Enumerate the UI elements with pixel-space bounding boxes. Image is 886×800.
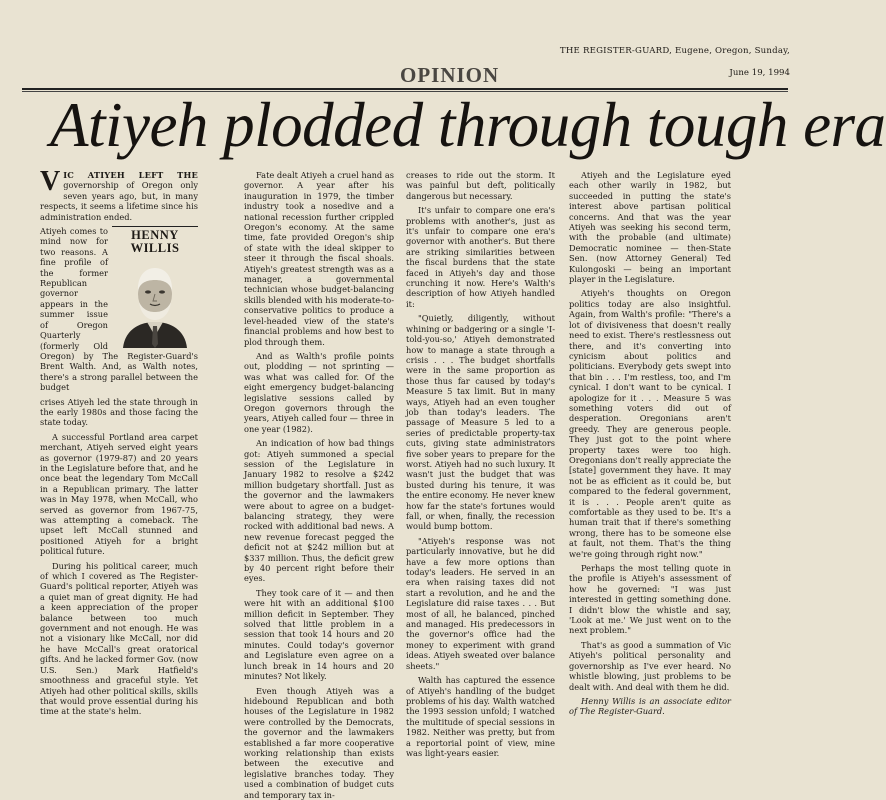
column-byline: HENNY WILLIS: [130, 228, 180, 256]
column-sig: [112, 226, 198, 348]
paragraph: During his political career, much of which I covered as The Register-Guard's political reporter, Atiyeh was a quiet man of great dignity. He had a keen appreciation of the proper balance between too much government and not enough. He was not a visionary like McCall, nor did he have McCall's great oratorical gifts. And he lacked former Gov. (now U.S. Sen.) Mark Hatfield's smoothness and graceful style. Yet Atiyeh had other political skills, skills that would prove essential during his time at the state's helm.: [40, 560, 199, 717]
paragraph: Atiyeh and the Legislature eyed each other warily in 1982, but succeeded in putting the state's interest above partisan political concerns. And that was the year Atiyeh was seeking his second term, with the probable (and ultimate) Democratic nominee — then-State Sen. (now Attorney General) Ted Kulongoski — being an important player in the Legislature.: [569, 170, 731, 285]
paragraph: Fate dealt Atiyeh a cruel hand as governor. A year after his inauguration in 1979, the timber industry took a nosedive and a national recession further crippled Oregon's economy. At the same time, fate provided Oregon's ship of state with the ideal skipper to steer it through the fiscal shoals. Atiyeh's greatest strength was as a manager, a governmental technician whose budget-balancing skills blended with his moderate-to-conservative politics to produce a level-headed view of the state's financial problems and how best to plod through them.: [244, 170, 394, 347]
article-column-2: [244, 170, 394, 800]
paragraph: And as Walth's profile points out, plodding — not sprinting — was what was called for. Of the eight emergency budget-balancing legislative sessions called by Oregon governors through the years, Atiyeh called four — three in one year (1982).: [244, 350, 394, 434]
paragraph: They took care of it — and then were hit with an additional $100 million deficit in September. They solved that little problem in a session that took 14 hours and 20 minutes. Could today's governor and Legislature even agree on a lunch break in 14 hours and 20 minutes? Not likely.: [244, 587, 394, 682]
publication-date: June 19, 1994: [729, 68, 790, 78]
article-column-3: [406, 170, 555, 758]
paragraph-continued: crises Atiyeh led the state through in the early 1980s and those facing the state today.: [40, 396, 198, 428]
lead-caps: IC ATIYEH LEFT THE: [63, 170, 198, 180]
paragraph: Atiyeh's thoughts on Oregon politics today are also insightful. Again, from Walth's profile: "There's a lot of divisiveness that doesn't really need to exist. There's restlessness out there, and it's converting into cynicism about politics and politicians. Everybody gets swept into that bin . . . I'm restless, too, and I'm cynical. I don't want to be cynical. I apologize for it . . . Measure 5 was something voters did out of desperation. Oregonians aren't greedy. They are generous people. They just got to the point where property taxes were too high. Oregonians don't really appreciate the [state] government they have. It may not be as efficient as it could be, but compared to the federal government, it is . . . People aren't quite as comfortable as they used to be. It's a human trait that if there's something wrong, there has to be someone else at fault, not them. That's the thing we're going through right now.": [569, 288, 731, 559]
paragraph-wrap: Atiyeh comes to mind now for two reasons. A fine profile of the former Republican governor appears in the summer issue of Oregon Quarterly (formerly Old Oregon) by The Register-Guard's Brent Walth. And, as Walth notes, there's a strong parallel between the budget: [40, 226, 198, 393]
lead-paragraph: [40, 166, 198, 222]
paragraph: "Quietly, diligently, without whining or badgering or a single 'I-told-you-so,' Atiyeh demonstrated how to manage a state through a crisis . . . The budget shortfalls were in the same proportion as those thus far caused by today's Measure 5 tax limit. But in many ways, Atiyeh had an even tougher job than today's leaders. The passage of Measure 5 led to a series of predictable property-tax cuts, giving state administrators five sober years to prepare for the worst. Atiyeh had no such luxury. It wasn't just the budget that was busted during his tenure, it was the entire economy. He never knew how far the state's fortunes would fall, or when, finally, the recession would bump bottom.: [406, 313, 555, 532]
paragraph: "Atiyeh's response was not particularly innovative, but he did have a few more options than today's leaders. He served in an era when raising taxes did not start a revolution, and he and the Legislature did raise taxes . . . But most of all, he balanced, pinched and managed. His predecessors in the governor's office had the money to experiment with grand ideas. Atiyeh sweated over balance sheets.": [406, 535, 555, 671]
drop-cap: V: [40, 166, 61, 197]
paragraph: Perhaps the most telling quote in the profile is Atiyeh's assessment of how he governed: "I was just interested in getting something done. I didn't blow the whistle and say, 'Look at me.' We just went on to the next problem.": [569, 563, 731, 636]
paragraph: A successful Portland area carpet merchant, Atiyeh served eight years as governor (1979-87) and 20 years in the Legislature before that, and he once beat the legendary Tom McCall in a Republican primary. The latter was in May 1978, when McCall, who served as governor from 1967-75, was attempting a comeback. The upset left McCall stunned and positioned Atiyeh for a bright political future.: [40, 431, 198, 557]
paragraph: That's as good a summation of Vic Atiyeh's political personality and governorship as I've ever heard. No whistle blowing, just problems to be dealt with. And deal with them he did.: [569, 639, 731, 692]
headline: Atiyeh plodded through tough era: [50, 90, 886, 160]
paragraph: An indication of how bad things got: Atiyeh summoned a special session of the Legislature in January 1982 to resolve a $242 million budgetary shortfall. Just as the governor and the lawmakers were about to agree on a budget-balancing strategy, they were rocked with additional bad news. A new revenue forecast pegged the deficit not at $242 million but at $337 million. Thus, the deficit grew by 40 percent right before their eyes.: [244, 438, 394, 584]
paragraph: Walth has captured the essence of Atiyeh's handling of the budget problems of his day. Walth watched the 1993 session unfold; I watched the multitude of special sessions in 1982. Neither was pretty, but from a reportorial point of view, mine was light-years easier.: [406, 675, 555, 758]
article-column-4: [569, 170, 731, 717]
paragraph: creases to ride out the storm. It was painful but deft, politically dangerous but necessary.: [406, 170, 555, 201]
section-title: OPINION: [400, 63, 500, 87]
article-column-1: [40, 166, 199, 717]
lead-text: governorship of Oregon only seven years ago, but, in many respects, it seems a lifetime since his administration ended.: [40, 180, 198, 222]
paragraph: Even though Atiyeh was a hidebound Republican and both houses of the Legislature in 1982 were controlled by the Democrats, the governor and the lawmakers established a far more cooperative working relationship than exists between the executive and legislative branches today. They used a combination of budget cuts and temporary tax in-: [244, 685, 394, 800]
paragraph: It's unfair to compare one era's problems with another's, just as it's unfair to compare one era's governor with another's. But there are striking similarities between the fiscal burdens that the state faced in Atiyeh's day and those crunching it now. Here's Walth's description of how Atiyeh handled it:: [406, 205, 555, 309]
author-portrait: [117, 258, 193, 348]
author-tagline: Henny Willis is an associate editor of The Register-Guard.: [569, 695, 731, 717]
masthead: THE REGISTER-GUARD, Eugene, Oregon, Sunday,: [559, 46, 790, 56]
